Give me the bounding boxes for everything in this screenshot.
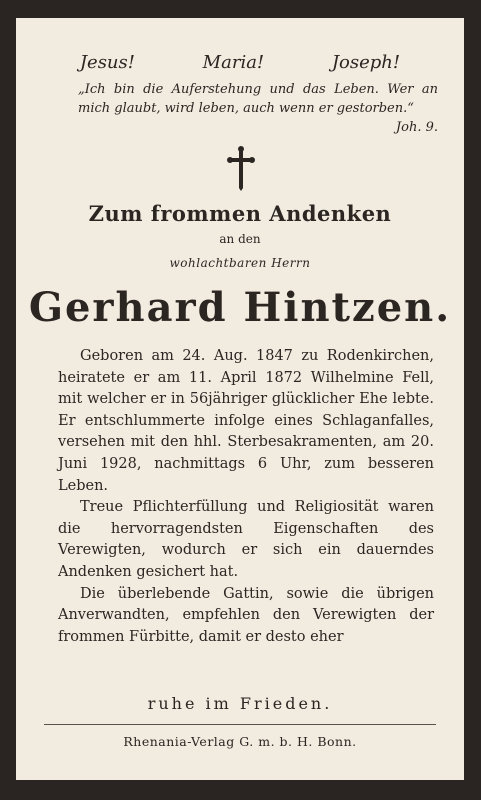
biography-text (58, 346, 434, 648)
honorific: wohlachtbaren Herrn (169, 256, 311, 270)
cross-icon (226, 146, 256, 192)
biography-paragraph-3: Die überlebende Gattin, sowie die übrigen Anverwandten, empfehlen den Verewigten der frommen Fürbitte, damit er desto eher (58, 585, 434, 645)
deceased-name: Gerhard Hintzen. (28, 284, 452, 331)
biography-paragraph-2: Treue Pflichterfüllung und Religiosität waren die hervorragendsten Eigenschaften des Verewigten, wodurch er sich ein dauerndes Andenken gesichert hat. (58, 499, 434, 580)
biography-paragraph-1: Geboren am 24. Aug. 1847 zu Rodenkirchen, heiratete er am 11. April 1872 Wilhelmine Fell, mit welcher er in 56jähriger glücklicher Ehe lebte. Er entschlummerte infolge eines Schlaganfalles, versehen mit den hhl. Sterbesakramenten, am 20. Juni 1928, nachmittags 6 Uhr, zum besseren Leben. (58, 348, 434, 494)
name-maria: Maria! (202, 52, 265, 73)
dedication-an-den: an den (219, 232, 261, 246)
quote-text: „Ich bin die Auferstehung und das Leben. Wer an mich glaubt, wird leben, auch wenn er gestorben.“ (78, 82, 438, 116)
name-jesus: Jesus! (79, 52, 135, 73)
closing-line: ruhe im Frieden. (147, 694, 333, 713)
quote-reference: Joh. 9. (395, 120, 438, 135)
name-joseph: Joseph! (331, 52, 401, 73)
holy-names-row (16, 52, 464, 73)
divider (44, 724, 436, 725)
card-heading: Zum frommen Andenken (88, 201, 392, 226)
publisher-imprint: Rhenania-Verlag G. m. b. H. Bonn. (123, 734, 357, 749)
memorial-card (16, 18, 464, 780)
scripture-quote (78, 80, 438, 137)
